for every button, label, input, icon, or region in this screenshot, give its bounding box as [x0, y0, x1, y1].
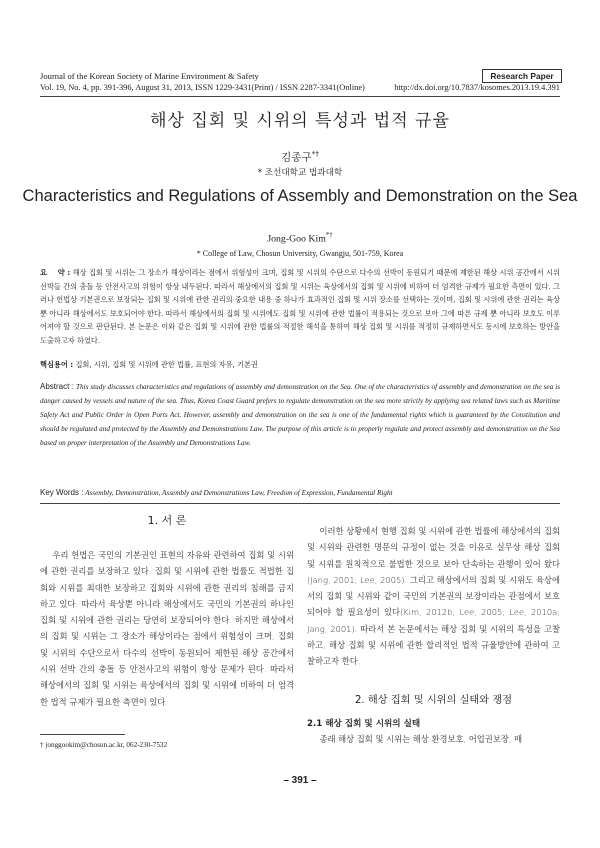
title-english: Characteristics and Regulations of Assembly and Demonstration on the Sea — [22, 187, 578, 205]
subsection-2-1-body: 종래 해상 집회 및 시위는 해상 환경보호, 어업권보장, 매 — [319, 734, 523, 744]
affiliation-english: * College of Law, Chosun University, Gwangju, 501-759, Korea — [196, 249, 404, 258]
abstract-korean-text: 해상 집회 및 시위는 그 장소가 해상이라는 점에서 위험성이 크며, 집회 및 시위의 수단으로 다수의 선박이 동원되기 때문에 제한된 해상 시위 공간에서 시위 선박들 간의 충돌 등 안전사고의 위험이 항상 내두된다. 따라서 해상에서의 집회 및 시위는 육상에서의 집회 및 시위에 비하여 더 엄격한 규제가 필요한 측면이 있다. 그러나 헌법상 기본권으로 보장되는 집회 및 시위에 관한 권리의 중요한 내용 중 하나가 효과적인 집회 및 시위 장소를 선택하는 것이며, 집회 및 시위에 관한 권리는 육상 뿐 아니라 해상에서도 보호되어야 한다. 따라서 해상에서의 집회 및 시위에도 집회 및 시위에 관한 법률이 적용되는 것으로 보아 그에 따른 규제 뿐 아니라 보호도 이루어져야 할 것으로 판단된다. 본 논문은 이와 같은 집회 및 시위에 관한 법률의 적절한 해석을 통하여 해상 집회 및 시위를 적정히 규제하면서도 동시에 보호하는 방안을 도출하고자 하였다. — [40, 268, 560, 345]
page-number: – 391 – — [283, 775, 317, 786]
keywords-english-text: Assembly, Demonstration, Assembly and Demonstrations Law, Freedom of Expression, Fundamental Right — [85, 489, 393, 497]
author-english — [0, 232, 600, 244]
footnote-rule — [40, 734, 125, 735]
author-english-name: Jong-Goo Kim — [267, 233, 326, 245]
abstract-english — [40, 380, 560, 451]
keywords-english — [40, 488, 560, 497]
abstract-english-label: Abstract : — [40, 382, 74, 391]
author-korean-name: 김종구 — [281, 151, 312, 164]
journal-name: Journal of the Korean Society of Marine Environment & Safety — [40, 71, 259, 81]
author-korean — [0, 149, 600, 165]
author-english-mark: *† — [325, 232, 333, 239]
author-korean-mark: *† — [311, 149, 319, 158]
right-column-paragraph: 이러한 상황에서 현행 집회 및 시위에 관한 법률에 해상에서의 집회 및 시위와 관련한 명문의 규정이 없는 것을 이유로 실무상 해상 집회 및 시위를 원칙적으로 불법한 것으로 보아 단속하는 관행이 있어 왔다(Jang, 2001; Lee, 2005). 그리고 해상에서의 집회 및 시위도 육상에서의 집회 및 시위와 같이 국민의 기본권의 보장이라는 관점에서 보호되어야 할 필요성이 있다(Kim, 2012b; Lee, 2005; Lee, 2010a; Jang, 2001). 따라서 본 논문에서는 해상 집회 및 시위의 특성을 고찰하고, 해상 집회 및 시위에 관한 합리적인 법적 규율방안에 관하여 고찰하고자 한다. — [307, 526, 560, 667]
footnote-mark: † — [40, 741, 44, 749]
keywords-english-label: Key Words : — [40, 488, 84, 497]
keywords-korean — [40, 360, 560, 370]
section-2-heading: 2. 해상 집회 및 시위의 실태와 쟁점 — [354, 695, 513, 706]
abstract-korean — [40, 266, 560, 348]
footnote — [40, 741, 167, 749]
keywords-korean-label: 핵심용어 : — [40, 360, 74, 369]
abstract-divider — [40, 503, 560, 504]
section-1-body: 우리 헌법은 국민의 기본권인 표현의 자유와 관련하여 집회 및 시위에 관한 권리를 보장하고 있다. 집회 및 시위에 관한 법률도 적법한 집회와 시위를 최대한 보장하고 집회와 시위에 관한 권리의 침해를 금지하고 있다. 따라서 육상뿐 아니라 해상에서도 국민의 기본권의 하나인 집회 및 시위에 관한 권리는 당연히 보장되어야 한다. 하지만 해상에서의 집회 및 시위는 그 장소가 해상이라는 점에서 위험성이 크며, 집회 및 시위의 수단으로서 다수의 선박이 동원되어 제한된 해상 공간에서 시위 선박 간의 충돌 등 안전사고의 위험이 항상 문제가 된다. 따라서 해상에서의 집회 및 시위는 육상에서의 집회 및 시위에 비하여 더 엄격한 법적 규제가 필요한 측면이 있다. — [40, 550, 294, 707]
volume-line: Vol. 19, No. 4, pp. 391-396, August 31, 2013, ISSN 1229-3431(Print) / ISSN 2287-3341(Online) — [40, 83, 365, 92]
affiliation-korean: * 조선대학교 법과대학 — [257, 168, 343, 178]
doi-link[interactable]: http://dx.doi.org/10.7837/kosomes.2013.19.4.391 — [394, 83, 560, 92]
subsection-2-1-heading: 2.1 해상 집회 및 시위의 실태 — [307, 719, 421, 729]
title-korean: 해상 집회 및 시위의 특성과 법적 규율 — [150, 111, 450, 131]
abstract-korean-label: 요 약 : — [40, 268, 71, 277]
footnote-text: jonggookim@chosun.ac.kr, 062-230-7532 — [45, 741, 168, 749]
article-type-badge: Research Paper — [482, 69, 562, 83]
keywords-korean-text: 집회, 시위, 집회 및 시위에 관한 법률, 표현의 자유, 기본권 — [75, 360, 258, 369]
header-rule — [40, 96, 560, 97]
section-1-heading: 1. 서 론 — [147, 514, 187, 527]
right-column-body — [307, 523, 560, 670]
abstract-english-text: This study discusses characteristics and regulations of assembly and demonstration on the Sea. One of the characteristics of assembly and demonstration on the sea is danger caused by vessels and nature of the sea. Thus, Korea Coast Guard prefers to regulate demonstration on the sea more strictly by applying sea related laws such as Maritime Safety Act and Public Order in Open Ports Act. However, assembly and demonstration on the sea is one of the fundamental rights which is guaranteed by the Constitution and should be regulated and protected by the Assembly and Demonstrations Law. The purpose of this article is to properly regulate and protect assembly and demonstration on the Sea based on proper interpretation of the Assembly and Demonstrations Law. — [40, 383, 561, 447]
